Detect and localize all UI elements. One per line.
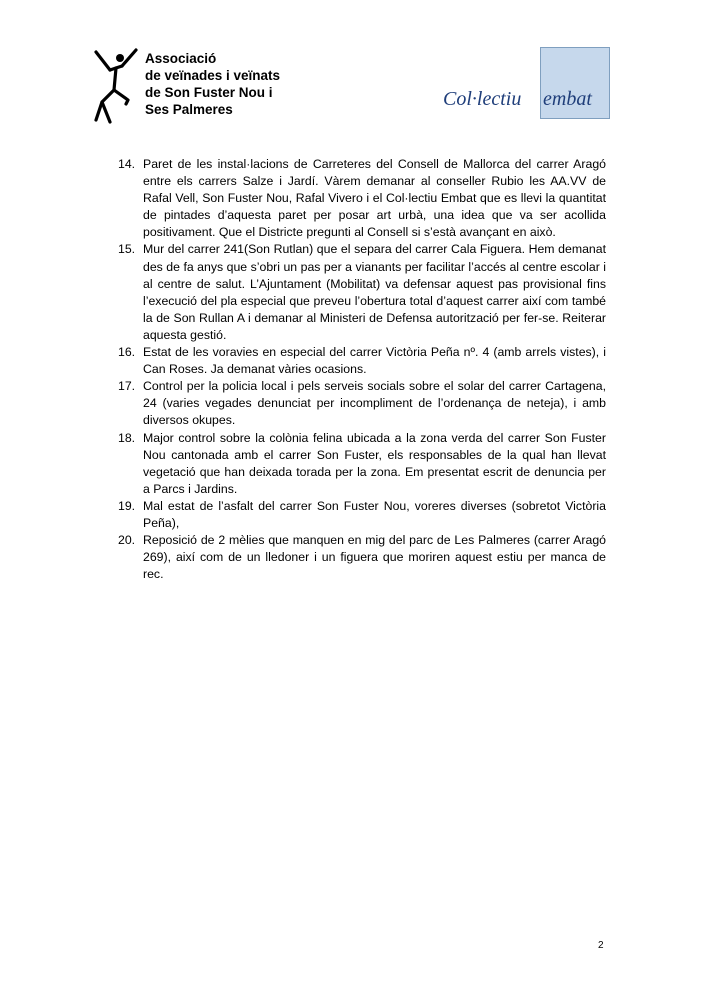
list-item [118,498,606,532]
list-item [118,378,606,429]
dancer-logo-icon [90,46,140,126]
list-item [118,241,606,344]
item-text: Mur del carrer 241(Son Rutlan) que el separa del carrer Cala Figuera. Hem demanat des de fa anys que s’obri un pas per a vianants per facilitar l’accés al centre escolar i al centre de salut. L’Ajuntament (Mobilitat) va defensar aquest pas provisional fins l’execució del pla especial que preveu l’obertura total d’aquest carrer així com també la de Son Rullan A i demanar al Ministeri de Defensa autorització per fer-se. Reiterar aquesta gestió. [143,242,606,342]
item-text: Major control sobre la colònia felina ubicada a la zona verda del carrer Son Fuster Nou cantonada amb el carrer Son Fuster, els responsables de la qual han llevat vegetació que han deixada torada per la zona. Em presentat escrit de denuncia per a Parcs i Jardins. [143,430,606,496]
item-number: 14. [118,157,136,171]
organization-name [145,50,280,118]
page-header [0,0,707,130]
colectiu-logo-text: Col·lectiu [443,88,522,110]
item-text: Estat de les voravies en especial del carrer Victòria Peña nº. 4 (amb arrels vistes), i Can Roses. Ja demanat vàries ocasions. [143,345,606,377]
item-text: Paret de les instal·lacions de Carreteres del Consell de Mallorca del carrer Aragó entre els carrers Salze i Jardí. Vàrem demanar al conseller Rubio les AA.VV de Rafal Vell, Son Fuster Nou, Rafal Vivero i el Col·lectiu Embat que es llevi la quantitat de pintades d’aquesta paret per posar art urbà, una idea que va ser acollida positivament. Que el Districte pregunti al Consell si s’està avançant en això. [143,157,606,240]
org-line: de Son Fuster Nou i [145,85,273,100]
numbered-list [118,156,606,583]
org-line: Associació [145,51,217,66]
item-number: 16. [118,345,136,360]
list-item [118,430,606,498]
item-number: 19. [118,498,136,513]
list-item [118,344,606,378]
list-item [118,532,606,583]
page-number: 2 [598,940,604,951]
item-text: Reposició de 2 mèlies que manquen en mig del parc de Les Palmeres (carrer Aragó 269), així com de un lledoner i un figuera que moriren aquest estiu per manca de rec. [143,533,606,582]
org-line: de veïnades i veïnats [145,68,281,83]
item-text: Control per la policia local i pels serveis socials sobre el solar del carrer Cartagena, 24 (varies vegades denunciat per incompliment de l’ordenança de neteja), i amb diversos okupes. [143,379,606,428]
item-number: 18. [118,430,136,445]
embat-logo-text: embat [543,88,592,110]
item-number: 17. [118,379,136,394]
list-item [118,156,606,241]
item-number: 15. [118,242,136,257]
item-number: 20. [118,533,136,548]
org-line: Ses Palmeres [145,102,233,117]
item-text: Mal estat de l’asfalt del carrer Son Fuster Nou, voreres diverses (sobretot Victòria Peña), [143,498,606,530]
